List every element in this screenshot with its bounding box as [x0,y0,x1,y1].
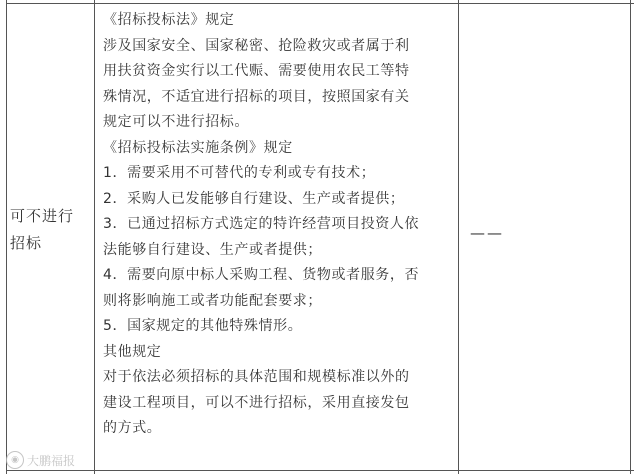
rule-line: 法能够自行建设、生产或者提供； [103,241,322,258]
row-divider-top [6,3,634,4]
category-line: 招标 [10,234,43,252]
table-border-right [630,0,631,474]
rule-line: 5．国家规定的其他特殊情形。 [103,318,303,334]
rule-line: 3．已通过招标方式选定的特许经营项目投资人依 [103,216,420,232]
category-line: 可不进行 [10,207,75,225]
remark-cell: —— [470,224,504,242]
rule-line: 1．需要采用不可替代的专利或专有技术； [103,165,376,181]
rule-line: 用扶贫资金实行以工代赈、需要使用农民工等特 [103,63,410,79]
watermark-text: 大鹏福报 [27,453,76,468]
rule-line: 《招标投标法实施条例》规定 [103,139,293,156]
rule-line: 涉及国家安全、国家秘密、抢险救灾或者属于利 [103,37,410,54]
table-border-left [6,0,7,474]
rule-line: 的方式。 [103,420,162,436]
rule-line: 4．需要向原中标人采购工程、货物或者服务，否 [103,267,420,283]
column-divider-2 [458,0,459,474]
rules-cell [103,8,453,442]
rule-line: 殊情况，不适宜进行招标的项目，按照国家有关 [103,88,410,105]
rule-line: 2．采购人已发能够自行建设、生产或者提供； [103,190,405,207]
rule-line: 建设工程项目，可以不进行招标，采用直接发包 [103,394,410,411]
rule-line: 《招标投标法》规定 [103,12,235,28]
watermark [6,451,75,469]
category-cell [10,203,90,257]
rule-line: 则将影响施工或者功能配套要求； [103,292,322,309]
rule-line: 其他规定 [103,343,162,360]
rule-line: 规定可以不进行招标。 [103,114,249,130]
camera-icon: ◉ [6,451,24,469]
row-divider-bottom [6,470,634,471]
column-divider-1 [94,0,95,474]
rule-line: 对于依法必须招标的具体范围和规模标准以外的 [103,369,410,385]
